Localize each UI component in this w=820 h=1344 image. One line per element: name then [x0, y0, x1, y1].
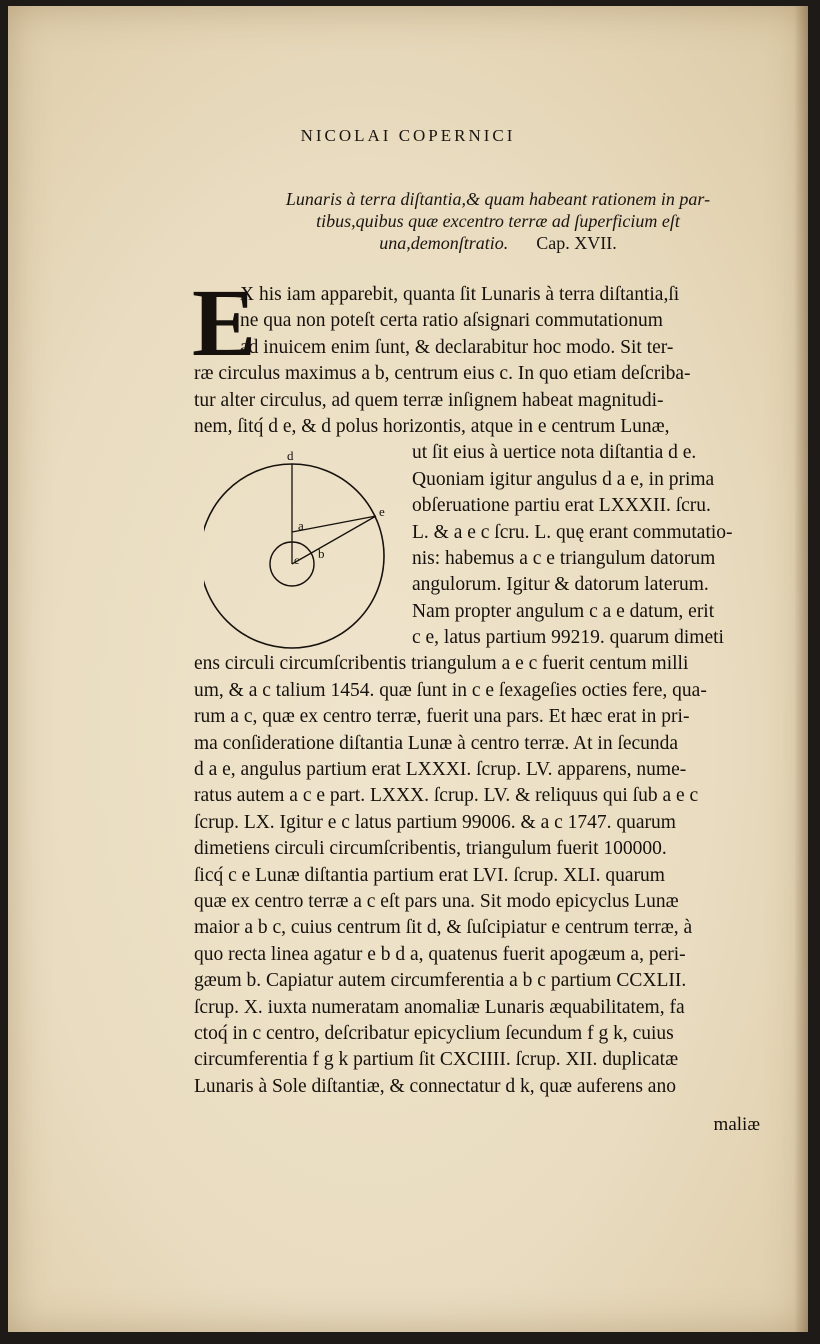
body-line: angulorum. Igitur & datorum laterum. [412, 574, 709, 596]
line-a-e [292, 516, 376, 532]
chapter-heading-line [218, 232, 778, 254]
body-line: rum a c, quæ ex centro terræ, fuerit una pars. Et hæc erat in pri- [194, 706, 690, 728]
body-line: nis: habemus a c e triangulum datorum [412, 547, 716, 569]
body-text [192, 269, 784, 1100]
label-a: a [298, 518, 304, 533]
label-e: e [379, 504, 385, 519]
body-line: ne qua non poteſt certa ratio aſsignari commutationum [240, 310, 663, 332]
body-line: d a e, angulus partium erat LXXXI. ſcrup. LV. apparens, nume- [194, 759, 687, 781]
chapter-heading-line: tibus,quibus quæ excentro terræ ad ſuperficium eſt [316, 211, 680, 231]
chapter-heading-line: Lunaris à terra diſtantia,& quam habeant rationem in par- [285, 189, 711, 209]
body-line: quo recta linea agatur e b d a, quatenus fuerit apogæum a, peri- [194, 943, 686, 965]
drop-cap: E [192, 269, 257, 376]
body-line: ens circuli circumſcribentis triangulum a e c fuerit centum milli [194, 653, 689, 675]
geometric-diagram [204, 446, 400, 654]
body-line: um, & a c talium 1454. quæ ſunt in c e ſexageſies octies fere, qua- [194, 679, 707, 701]
body-line: ſcrup. LX. Igitur e c latus partium 99006. & a c 1747. quarum [194, 811, 676, 833]
body-line: nem, ſitq́ d e, & d polus horizontis, atque in e centrum Lunæ, [194, 415, 670, 437]
body-line: X his iam apparebit, quanta ſit Lunaris à terra diſtantia,ſi [240, 284, 680, 305]
label-d: d [287, 448, 294, 463]
label-c: c [294, 553, 300, 567]
body-line: dimetiens circuli circumſcribentis, triangulum fuerit 100000. [194, 838, 667, 860]
body-line: ratus autem a c e part. LXXX. ſcrup. LV. & reliquus qui ſub a e c [194, 785, 699, 807]
body-line: quæ ex centro terræ a c eſt pars una. Sit modo epicyclus Lunæ [194, 890, 679, 912]
body-line: tur alter circulus, ad quem terræ inſignem habeat magnitudi- [194, 389, 664, 411]
chapter-number: Cap. XVII. [536, 233, 617, 253]
label-b: b [318, 546, 325, 561]
body-line: ræ circulus maximus a b, centrum eius c. In quo etiam deſcriba- [194, 363, 691, 385]
body-line: Nam propter angulum c a e datum, erit [412, 600, 715, 622]
body-line: Quoniam igitur angulus d a e, in prima [412, 468, 715, 490]
chapter-heading-line-text: una,demonſtratio. [379, 233, 509, 253]
body-line: gæum b. Capiatur autem circumferentia a b c partium CCXLII. [194, 970, 687, 992]
book-page [8, 6, 808, 1332]
body-line: ad inuicem enim ſunt, & declarabitur hoc modo. Sit ter- [240, 336, 674, 358]
body-line: ma conſideratione diſtantia Lunæ à centro terræ. At in ſecunda [194, 732, 679, 754]
line-c-e [292, 516, 376, 564]
body-line: ctoq́ in c centro, deſcribatur epicyclium ſecundum f g k, cuius [194, 1022, 674, 1044]
page-gutter-shadow [794, 6, 808, 1332]
body-line: Lunaris à Sole diſtantiæ, & connectatur d k, quæ auferens ano [194, 1075, 676, 1097]
catchword: maliæ [713, 1114, 760, 1135]
body-line: ſcrup. X. iuxta numeratam anomaliæ Lunaris æquabilitatem, fa [194, 996, 685, 1018]
body-line: maior a b c, cuius centrum ſit d, & ſuſcipiatur e centrum terræ, à [194, 917, 693, 939]
body-line: obſeruatione partiu erat LXXXII. ſcru. [412, 495, 711, 517]
running-head: NICOLAI COPERNICI [300, 126, 516, 145]
chapter-heading [218, 188, 778, 254]
body-line: circumferentia f g k partium ſit CXCIIII. ſcrup. XII. duplicatæ [194, 1049, 679, 1071]
body-line: ſicq́ c e Lunæ diſtantia partium erat LVI. ſcrup. XLI. quarum [194, 864, 665, 886]
body-line: ut ſit eius à uertice nota diſtantia d e. [412, 442, 697, 464]
body-line: c e, latus partium 99219. quarum dimeti [412, 627, 724, 649]
body-line: L. & a e c ſcru. L. quę erant commutatio- [412, 521, 733, 543]
